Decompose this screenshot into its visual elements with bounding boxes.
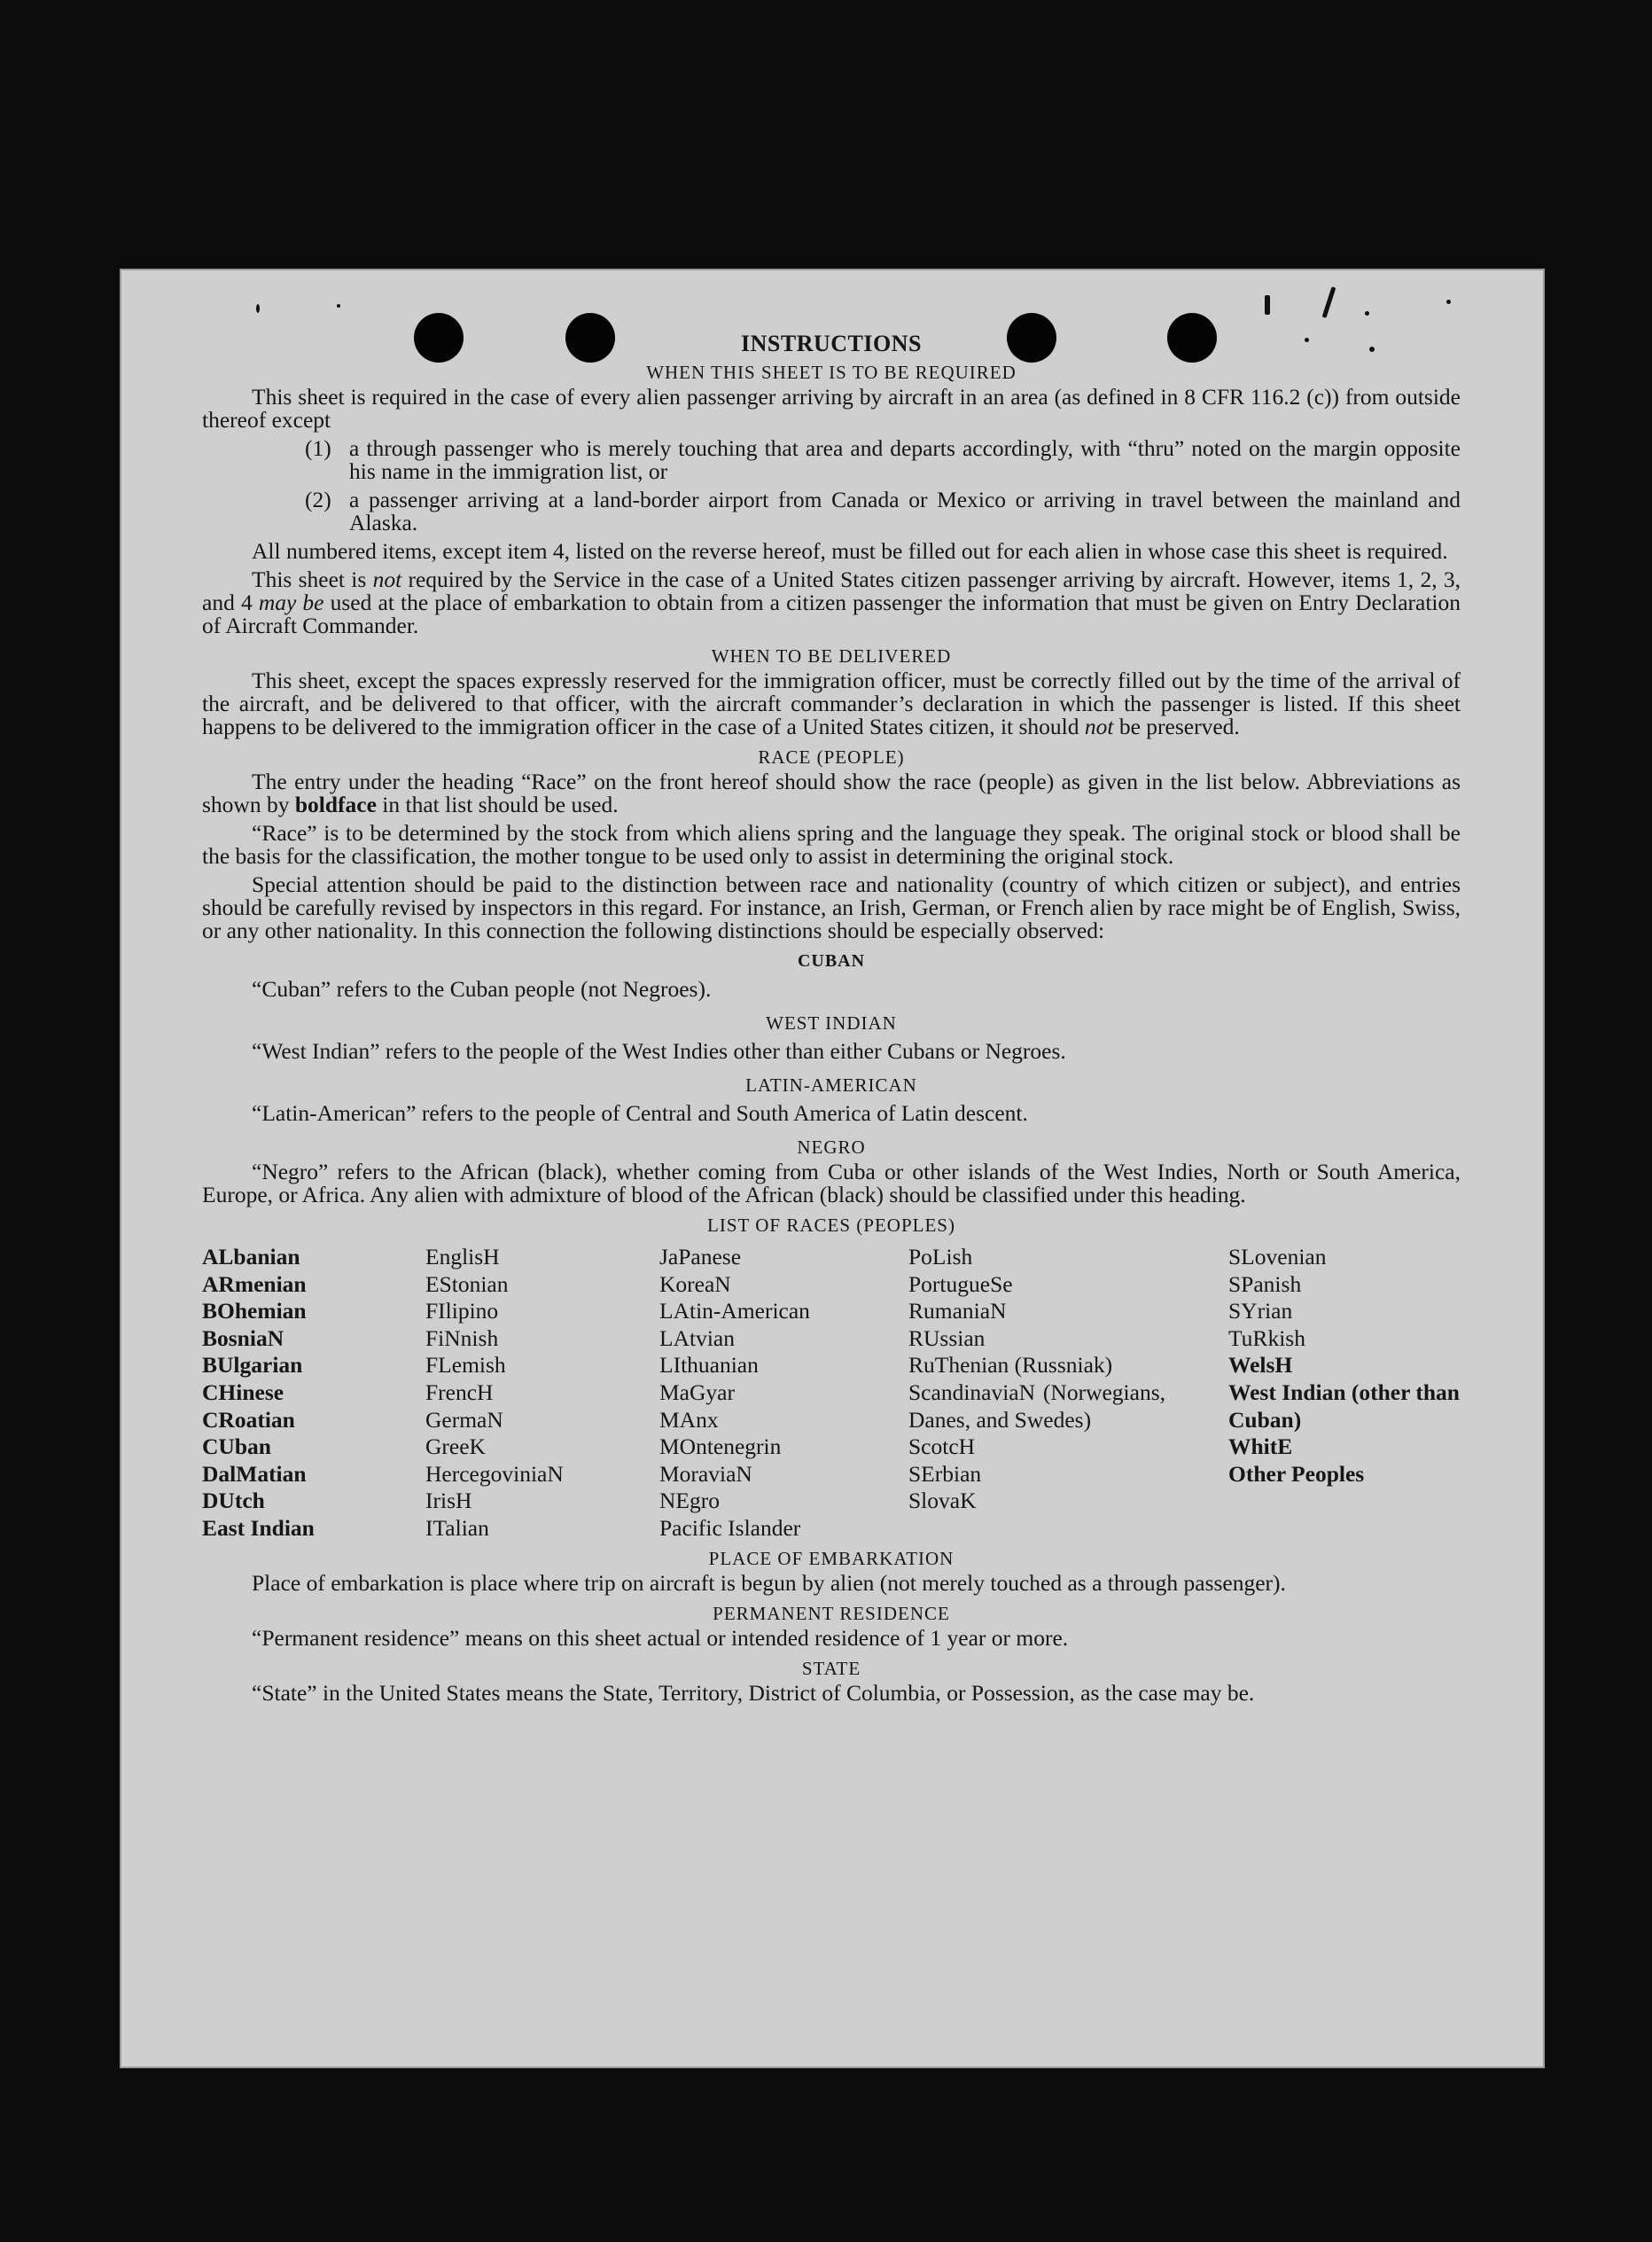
race-entry: RUssian xyxy=(908,1324,986,1351)
race-entry: BosniaN xyxy=(202,1324,284,1351)
race-entry: HercegoviniaN xyxy=(425,1460,564,1487)
instructions-content xyxy=(202,329,1461,1710)
ink-speck xyxy=(256,304,260,313)
text-span: may be xyxy=(258,590,324,615)
ink-speck xyxy=(337,304,340,308)
ink-speck xyxy=(1265,295,1270,315)
race-column xyxy=(659,1244,899,1543)
document-sheet xyxy=(120,269,1545,2068)
paragraph: Special attention should be paid to the distinction between race and nationality (country of which citizen or subject), and entries should be carefully revised by inspectors in this regard. For instance, an Irish, German, or French alien by race might be of English, Swiss, or any other nationality. In this connection the following distinctions should be especially observed: xyxy=(202,871,1461,943)
paragraph: “Race” is to be determined by the stock from which aliens spring and the language they speak. The original stock or blood shall be the basis for the classification, the mother tongue to be used only to assist in determining the original stock. xyxy=(202,820,1461,869)
text-span: in that list should be used. xyxy=(376,792,619,817)
race-entry: TuRkish xyxy=(1228,1324,1305,1351)
race-entry: SYrian xyxy=(1228,1298,1293,1324)
race-entry: RumaniaN xyxy=(908,1298,1007,1324)
race-entry: FIlipino xyxy=(425,1298,499,1324)
race-column xyxy=(425,1244,647,1543)
race-entry: MOntenegrin xyxy=(659,1433,782,1460)
paragraph xyxy=(202,770,1461,816)
text-span: used at the place of embarkation to obtain from a citizen passenger the information that must be given on Entry Declaration of Aircraft Commander. xyxy=(202,590,1461,638)
race-entry: GreeK xyxy=(425,1433,486,1460)
text-span: a through passenger who is merely touching that area and departs accordingly, with “thru” noted on the margin opposite his name in the immigration list, or xyxy=(349,435,1461,484)
race-entry: LAtin-American xyxy=(659,1298,810,1324)
text-span: (2) xyxy=(305,487,331,512)
paragraph: “State” in the United States means the State, Territory, District of Columbia, or Possession, as the case may be. xyxy=(252,1680,1255,1706)
ink-speck xyxy=(1365,311,1369,316)
definition: “Negro” refers to the African (black), whether coming from Cuba or other islands of the West Indies, North or South America, Europe, or Africa. Any alien with admixture of blood of the African (black) should be classified under this heading. xyxy=(202,1159,1461,1207)
race-entry: FiNnish xyxy=(425,1324,499,1351)
race-entry: NEgro xyxy=(659,1488,720,1514)
text-span: This sheet, except the spaces expressly reserved for the immigration officer, must be correctly filled out by the time of the arrival of the aircraft, and be delivered to that officer, with the aircraft commander’s declaration in which the passenger is listed. If this sheet happens to be delivered to the immigration officer in the case of a United States citizen, it should xyxy=(202,668,1461,739)
list-item xyxy=(202,488,1461,535)
race-entry: SErbian xyxy=(908,1460,982,1487)
race-column xyxy=(1228,1244,1461,1488)
race-entry: RuThenian (Russniak) xyxy=(908,1352,1113,1379)
race-entry: DUtch xyxy=(202,1488,265,1514)
race-entry: IrisH xyxy=(425,1488,472,1514)
race-entry: WelsH xyxy=(1228,1352,1293,1379)
race-entry: ScandinaviaN (Norwegians, Danes, and Swedes) xyxy=(908,1379,1165,1433)
race-entry: LAtvian xyxy=(659,1324,735,1351)
race-entry: BUlgarian xyxy=(202,1352,303,1379)
race-entry: PortugueSe xyxy=(908,1270,1013,1297)
race-entry: DalMatian xyxy=(202,1460,307,1487)
race-entry: ITalian xyxy=(425,1514,489,1541)
race-entry: JaPanese xyxy=(659,1244,742,1269)
race-entry: GermaN xyxy=(425,1406,503,1433)
race-entry: WhitE xyxy=(1228,1433,1293,1460)
race-entry: SPanish xyxy=(1228,1270,1302,1297)
race-entry: SlovaK xyxy=(908,1488,977,1514)
subheading-cuban: CUBAN xyxy=(797,951,866,971)
race-entry: PoLish xyxy=(908,1244,973,1269)
definition: “West Indian” refers to the people of the West Indies other than either Cubans or Negroes. xyxy=(252,1038,1066,1064)
race-entry: MaGyar xyxy=(659,1379,735,1405)
section-heading-delivered: WHEN TO BE DELIVERED xyxy=(711,645,952,667)
definition: “Cuban” refers to the Cuban people (not Negroes). xyxy=(252,976,712,1002)
race-entry: CUban xyxy=(202,1433,271,1460)
paragraph: This sheet is required in the case of every alien passenger arriving by aircraft in an area (as defined in 8 CFR 116.2 (c)) from outside thereof except xyxy=(202,384,1461,433)
race-entry: EStonian xyxy=(425,1270,509,1297)
section-heading-embarkation: PLACE OF EMBARKATION xyxy=(708,1548,955,1569)
section-heading-required: WHEN THIS SHEET IS TO BE REQUIRED xyxy=(646,362,1017,383)
page-title: INSTRUCTIONS xyxy=(741,331,922,356)
paragraph: Place of embarkation is place where trip on aircraft is begun by alien (not merely touched as a through passenger). xyxy=(252,1570,1286,1596)
race-entry: SLovenian xyxy=(1228,1244,1327,1269)
text-span: not xyxy=(1084,714,1114,739)
race-entry: ALbanian xyxy=(202,1244,300,1269)
race-entry: EnglisH xyxy=(425,1244,500,1269)
paragraph: All numbered items, except item 4, listed on the reverse hereof, must be filled out for each alien in whose case this sheet is required. xyxy=(252,538,1448,564)
race-entry: Pacific Islander xyxy=(659,1514,801,1541)
race-entry: MoraviaN xyxy=(659,1460,752,1487)
race-entry: West Indian (other than Cuban) xyxy=(1228,1379,1460,1433)
list-item xyxy=(202,437,1461,483)
subheading-west-indian: WEST INDIAN xyxy=(766,1012,897,1034)
paragraph xyxy=(202,669,1461,738)
ink-speck xyxy=(1446,300,1451,304)
race-column xyxy=(908,1244,1165,1515)
section-heading-list-of-races: LIST OF RACES (PEOPLES) xyxy=(707,1215,955,1236)
text-span: required by the Service in the case of a United States citizen passenger arriving by aircraft. However, items 1, 2, 3, and 4 xyxy=(202,566,1461,615)
text-span: The entry under the heading “Race” on the front hereof should show the race (people) as given in the list below. Abbreviations as shown by xyxy=(202,769,1461,817)
paragraph: “Permanent residence” means on this sheet actual or intended residence of 1 year or more. xyxy=(252,1625,1069,1651)
race-entry: FrencH xyxy=(425,1379,494,1405)
paragraph xyxy=(202,568,1461,637)
text-span: boldface xyxy=(294,792,377,817)
text-span: not xyxy=(372,566,402,592)
race-entry: East Indian xyxy=(202,1514,315,1541)
race-entry: CHinese xyxy=(202,1379,284,1405)
race-entry: CRoatian xyxy=(202,1406,295,1433)
subheading-negro: NEGRO xyxy=(797,1137,866,1158)
race-entry: ScotcH xyxy=(908,1433,976,1460)
race-entry: MAnx xyxy=(659,1406,719,1433)
race-column xyxy=(202,1244,415,1543)
section-heading-race: RACE (PEOPLE) xyxy=(758,746,905,768)
text-span: (1) xyxy=(305,435,331,461)
ink-speck xyxy=(1322,286,1336,318)
section-heading-state: STATE xyxy=(801,1658,861,1679)
race-entry: FLemish xyxy=(425,1352,506,1379)
race-entry: Other Peoples xyxy=(1228,1460,1365,1487)
race-entry: KoreaN xyxy=(659,1270,731,1297)
text-span: a passenger arriving at a land-border airport from Canada or Mexico or arriving in travel between the mainland and Alaska. xyxy=(349,487,1461,535)
race-entry: BOhemian xyxy=(202,1298,307,1324)
section-heading-residence: PERMANENT RESIDENCE xyxy=(713,1603,950,1624)
race-entry: ARmenian xyxy=(202,1270,307,1297)
text-span: be preserved. xyxy=(1113,714,1240,739)
race-list xyxy=(202,1244,1461,1545)
definition: “Latin-American” refers to the people of Central and South America of Latin descent. xyxy=(252,1100,1028,1126)
race-entry: LIthuanian xyxy=(659,1352,759,1379)
text-span: This sheet is xyxy=(252,566,373,592)
subheading-latin-american: LATIN-AMERICAN xyxy=(745,1074,917,1096)
